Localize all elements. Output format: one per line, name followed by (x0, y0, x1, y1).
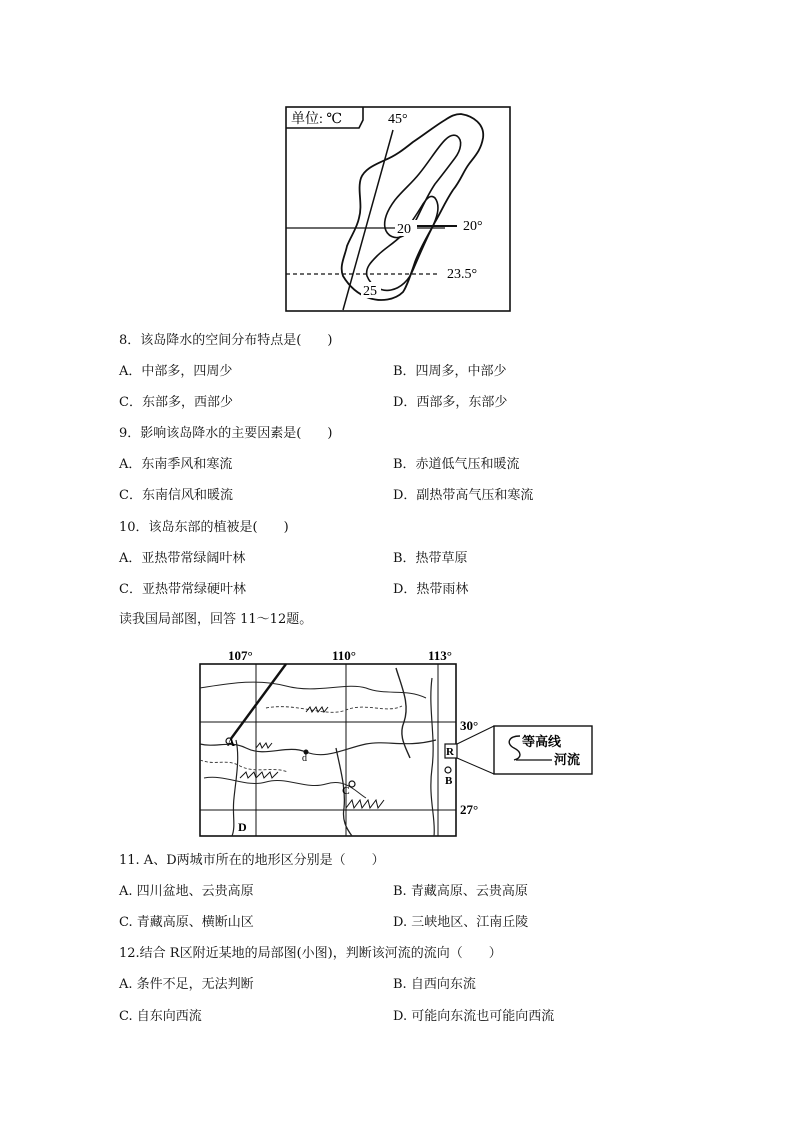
city-c-label: C (342, 785, 350, 797)
region-r-label: R (446, 746, 454, 758)
question-8-option-d: D．西部多，东部少 (393, 395, 508, 410)
question-8-option-a: A．中部多，四周少 (119, 364, 233, 379)
island-isotherm-map (285, 106, 511, 312)
isotherm-20-label: 20 (397, 222, 411, 237)
city-b-label: B (445, 775, 453, 787)
inset-contour-label: 等高线 (522, 734, 562, 749)
question-11-option-c: C. 青藏高原、横断山区 (119, 915, 254, 930)
point-d-label: d (302, 753, 307, 764)
question-11-option-b: B. 青藏高原、云贵高原 (393, 884, 528, 899)
tropic-label: 23.5° (447, 267, 478, 282)
question-10-option-a: A．亚热带常绿阔叶林 (119, 551, 246, 566)
question-8-stem: 8．该岛降水的空间分布特点是( ) (119, 333, 333, 348)
question-12-stem: 12.结合 R区附近某地的局部图(小图)，判断该河流的流向（ ） (119, 946, 502, 961)
latitude-20-label: 20° (463, 219, 483, 234)
question-12-option-a: A. 条件不足，无法判断 (119, 977, 254, 992)
question-9-option-c: C．东南信风和暖流 (119, 488, 233, 503)
question-9-option-d: D．副热带高气压和寒流 (393, 488, 534, 503)
question-10-stem: 10．该岛东部的植被是( ) (119, 520, 289, 535)
regional-map (196, 648, 598, 838)
question-9-option-a: A．东南季风和寒流 (119, 457, 233, 472)
section-intro: 读我国局部图，回答 11～12题。 (119, 612, 313, 627)
question-10-option-c: C．亚热带常绿硬叶林 (119, 582, 246, 597)
question-9-stem: 9．影响该岛降水的主要因素是( ) (119, 426, 333, 441)
city-a-label: A (227, 737, 235, 749)
city-d-label: D (238, 820, 247, 834)
unit-label: 单位: ℃ (291, 112, 343, 127)
lon-110-label: 110° (332, 648, 356, 663)
question-12-option-c: C. 自东向西流 (119, 1009, 202, 1024)
question-10-option-b: B．热带草原 (393, 551, 468, 566)
city-b-marker (445, 767, 451, 773)
lat-30-label: 30° (460, 718, 479, 733)
inset-river-label: 河流 (554, 752, 581, 767)
question-8-option-c: C．东部多，西部少 (119, 395, 233, 410)
question-11-stem: 11. A、D两城市所在的地形区分别是（ ） (119, 853, 385, 868)
isotherm-25-label: 25 (363, 284, 377, 299)
longitude-label: 45° (388, 112, 408, 127)
question-9-option-b: B．赤道低气压和暖流 (393, 457, 520, 472)
question-12-option-d: D. 可能向东流也可能向西流 (393, 1009, 555, 1024)
lat-27-label: 27° (460, 802, 479, 817)
callout-bottom (457, 758, 494, 774)
question-10-option-d: D．热带雨林 (393, 582, 469, 597)
lon-107-label: 107° (228, 648, 253, 663)
island-isotherm-figure (285, 106, 511, 312)
question-11-option-d: D. 三峡地区、江南丘陵 (393, 915, 529, 930)
lon-113-label: 113° (428, 648, 452, 663)
question-11-option-a: A. 四川盆地、云贵高原 (119, 884, 254, 899)
regional-map-figure (196, 648, 598, 838)
question-12-option-b: B. 自西向东流 (393, 977, 476, 992)
question-8-option-b: B．四周多，中部少 (393, 364, 507, 379)
